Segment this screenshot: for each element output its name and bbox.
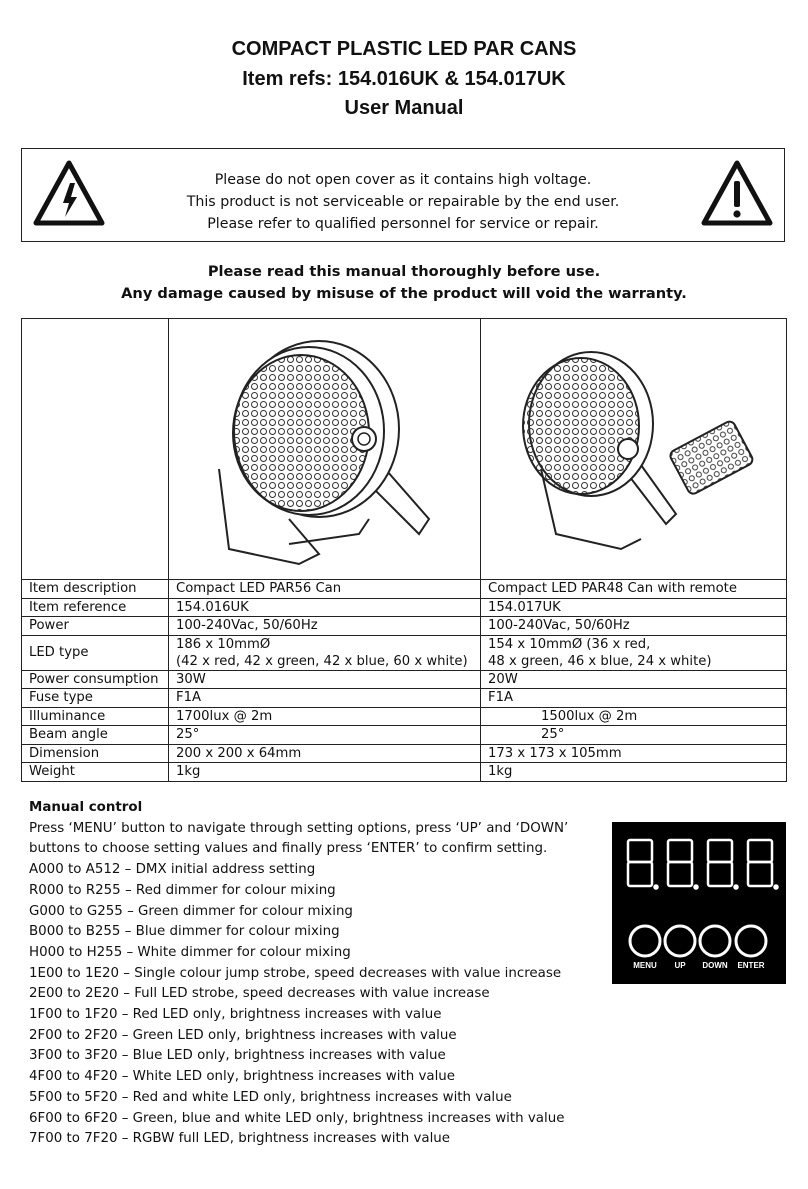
control-setting: H000 to H255 – White dimmer for colour mixing [29,944,351,960]
manual-control-intro: buttons to choose setting values and finally press ‘ENTER’ to confirm setting. [29,841,548,857]
digit [668,840,698,889]
empty-image-cell [22,319,169,580]
spec-row [22,617,787,636]
control-setting: 1E00 to 1E20 – Single colour jump strobe, speed decreases with value increase [29,965,562,981]
digit [628,840,658,889]
spec-label: Illuminance [22,707,169,726]
spec-value-par56: F1A [169,689,481,708]
par48-can-illustration [481,319,785,574]
spec-row [22,598,787,617]
read-manual-notice: Please read this manual thoroughly before use. [207,263,601,280]
par56-image-cell [169,319,481,580]
digit [708,840,738,889]
electric-shock-warning-icon [32,157,106,231]
spec-value-par48: Compact LED PAR48 Can with remote [481,580,787,599]
spec-value-par56: 154.016UK [169,598,481,617]
led-count-par48: 154 x 10mmØ (36 x red, [488,636,651,652]
control-setting: 2E00 to 2E20 – Full LED strobe, speed decreases with value increase [29,986,490,1002]
high-voltage-warning-box [21,148,785,242]
warning-line: Please do not open cover as it contains high voltage. [214,172,592,188]
spec-row [22,763,787,782]
product-image-row [22,319,787,580]
document-title-line1: COMPACT PLASTIC LED PAR CANS [231,38,577,60]
down-button-label: DOWN [702,961,728,970]
spec-value-par56: 30W [169,670,481,689]
down-button-circle [700,926,730,956]
spec-value-par56: 1700lux @ 2m [169,707,481,726]
specification-table [21,318,787,782]
spec-label: Item reference [22,598,169,617]
spec-label: Fuse type [22,689,169,708]
control-setting: G000 to G255 – Green dimmer for colour mixing [29,903,353,919]
control-setting: 4F00 to 4F20 – White LED only, brightness increases with value [29,1069,456,1085]
warning-line: Please refer to qualified personnel for service or repair. [207,216,599,232]
manual-control-intro: Press ‘MENU’ button to navigate through setting options, press ‘UP’ and ‘DOWN’ [29,820,569,836]
document-title-line3: User Manual [344,97,464,119]
spec-row [22,670,787,689]
enter-button-label: ENTER [737,961,765,970]
spec-row [22,726,787,745]
warranty-notice: Any damage caused by misuse of the product will void the warranty. [121,285,687,302]
led-breakdown-par56: (42 x red, 42 x green, 42 x blue, 60 x white) [176,653,468,669]
spec-value-par56 [169,635,481,670]
spec-label: Weight [22,763,169,782]
spec-label: Dimension [22,744,169,763]
spec-value-par56: 200 x 200 x 64mm [169,744,481,763]
spec-row [22,635,787,670]
spec-value-par56: 1kg [169,763,481,782]
up-button-label: UP [674,961,686,970]
manual-control-section [29,798,568,1150]
control-setting: B000 to B255 – Blue dimmer for colour mixing [29,924,340,940]
control-panel-illustration [612,822,786,984]
spec-label: Power [22,617,169,636]
spec-value-par48: 1kg [481,763,787,782]
control-setting: 1F00 to 1F20 – Red LED only, brightness increases with value [29,1007,442,1023]
manual-control-heading: Manual control [29,800,143,815]
spec-value-par48 [481,635,787,670]
spec-value-par48: 20W [481,670,787,689]
spec-label: Beam angle [22,726,169,745]
menu-button-label: MENU [633,961,657,970]
enter-button-circle [736,926,766,956]
spec-value-par48: 173 x 173 x 105mm [481,744,787,763]
spec-value-par56: Compact LED PAR56 Can [169,580,481,599]
spec-value-par56: 100-240Vac, 50/60Hz [169,617,481,636]
spec-label: LED type [22,635,169,670]
spec-row [22,744,787,763]
control-setting: 7F00 to 7F20 – RGBW full LED, brightness increases with value [29,1131,451,1147]
spec-value-par56: 25° [169,726,481,745]
spec-row [22,689,787,708]
seven-segment-display [628,840,778,889]
control-setting: R000 to R255 – Red dimmer for colour mixing [29,882,336,898]
led-breakdown-par48: 48 x green, 46 x blue, 24 x white) [488,653,712,669]
led-count-par56: 186 x 10mmØ [176,636,271,652]
spec-value-par48: 100-240Vac, 50/60Hz [481,617,787,636]
spec-value-par48: 154.017UK [481,598,787,617]
control-setting: 2F00 to 2F20 – Green LED only, brightness increases with value [29,1027,457,1043]
spec-label: Item description [22,580,169,599]
warning-line: This product is not serviceable or repairable by the end user. [186,194,620,210]
spec-value-par48: 1500lux @ 2m [481,707,787,726]
control-setting: 3F00 to 3F20 – Blue LED only, brightness increases with value [29,1048,446,1064]
spec-label: Power consumption [22,670,169,689]
control-setting: 5F00 to 5F20 – Red and white LED only, brightness increases with value [29,1089,512,1105]
control-setting: A000 to A512 – DMX initial address setting [29,862,316,878]
control-setting: 6F00 to 6F20 – Green, blue and white LED only, brightness increases with value [29,1110,565,1126]
par56-can-illustration [169,319,480,574]
up-button-circle [665,926,695,956]
control-panel-svg [612,822,786,984]
menu-button-circle [630,926,660,956]
document-title-line2: Item refs: 154.016UK & 154.017UK [242,68,566,90]
spec-value-par48: 25° [481,726,787,745]
digit [748,840,778,889]
warning-text [132,169,674,235]
caution-exclamation-icon [700,157,774,231]
par48-image-cell [481,319,787,580]
spec-row [22,707,787,726]
spec-row [22,580,787,599]
spec-value-par48: F1A [481,689,787,708]
